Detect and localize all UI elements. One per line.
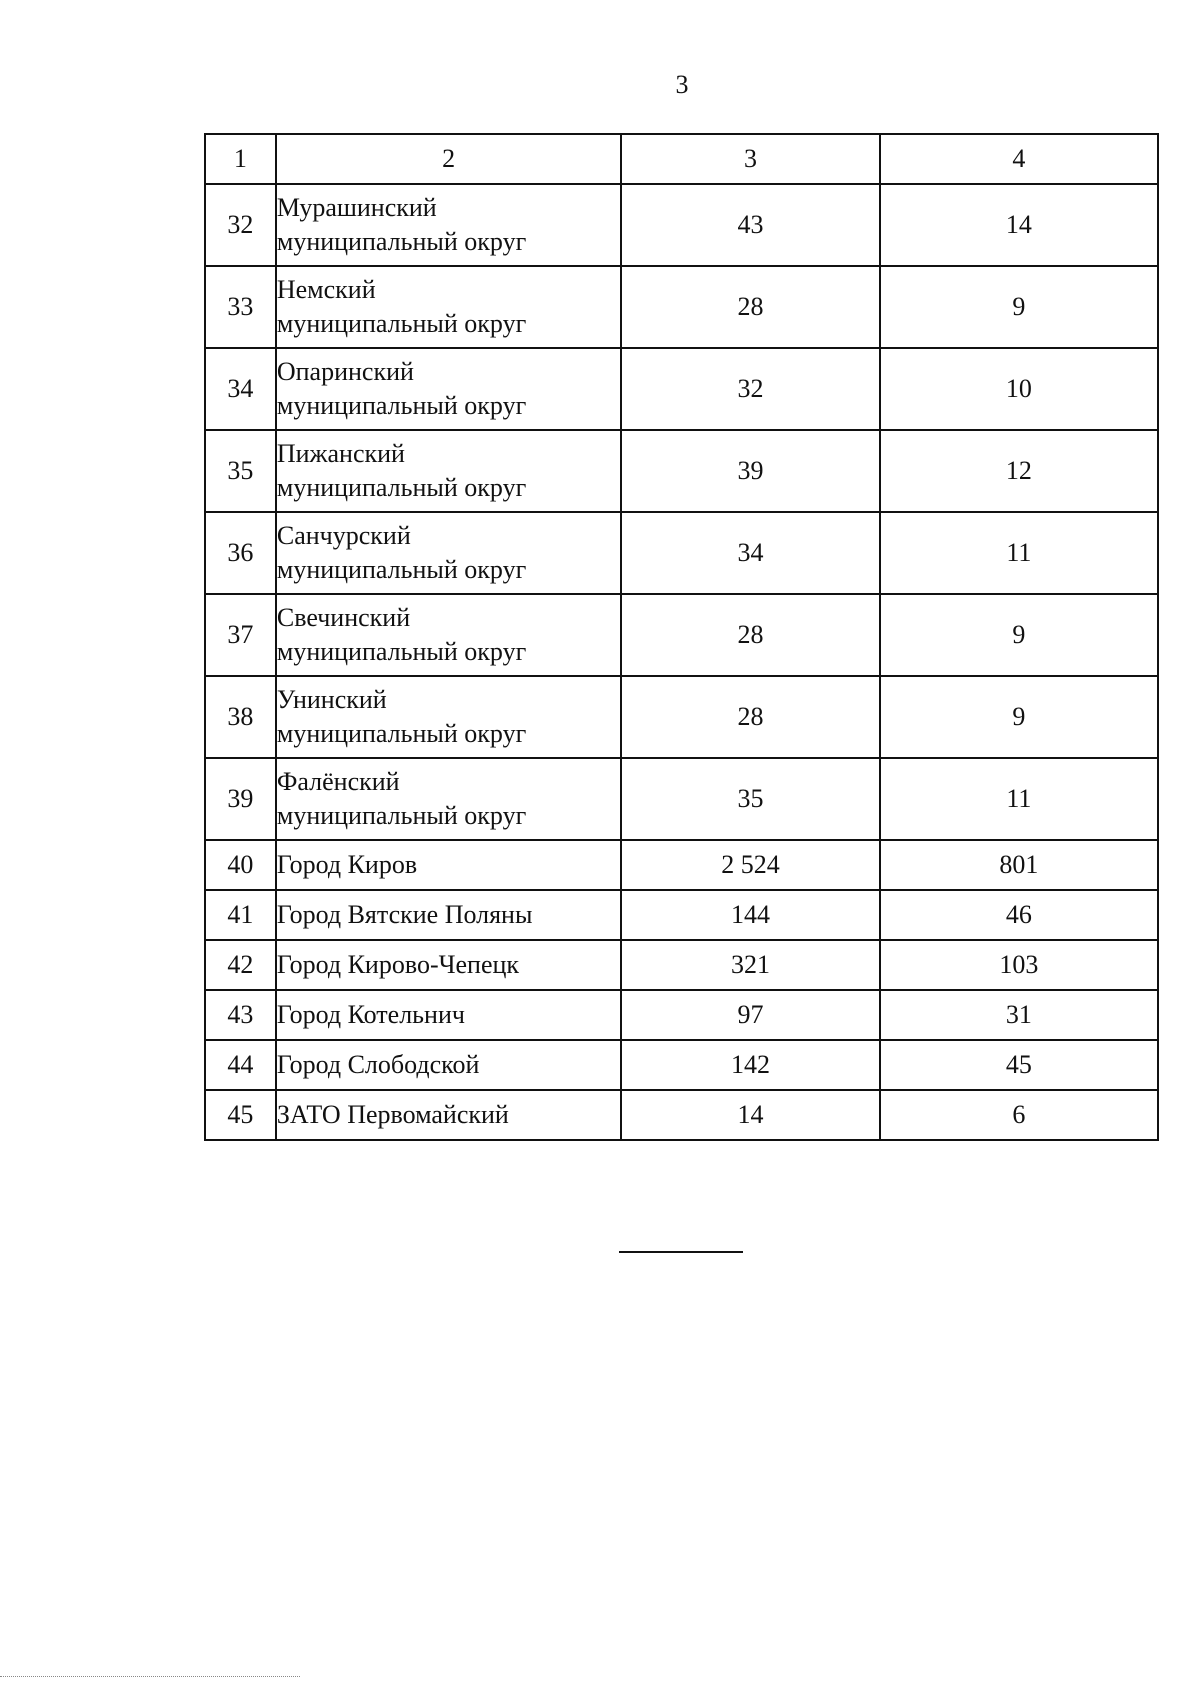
municipality-name — [276, 890, 622, 940]
municipality-name — [276, 676, 622, 758]
column-4-value: 11 — [880, 512, 1158, 594]
end-rule — [619, 1251, 743, 1253]
municipality-name-line: муниципальный округ — [276, 555, 527, 584]
column-header-3: 3 — [621, 134, 879, 184]
column-3-value: 43 — [621, 184, 879, 266]
municipality-name-line: муниципальный округ — [276, 801, 527, 830]
municipality-name-line: Город Киров — [276, 850, 418, 879]
row-number: 35 — [205, 430, 276, 512]
table-row — [205, 940, 1158, 990]
column-header-4: 4 — [880, 134, 1158, 184]
column-4-value: 12 — [880, 430, 1158, 512]
table-row — [205, 1040, 1158, 1090]
municipality-name — [276, 840, 622, 890]
column-3-value: 144 — [621, 890, 879, 940]
column-4-value: 9 — [880, 676, 1158, 758]
municipality-name-line: Мурашинский — [276, 193, 437, 222]
table-body — [205, 184, 1158, 1140]
municipality-name-line: Унинский — [276, 685, 387, 714]
column-4-value: 6 — [880, 1090, 1158, 1140]
municipality-name-line: муниципальный округ — [276, 719, 527, 748]
municipality-name — [276, 512, 622, 594]
column-4-value: 801 — [880, 840, 1158, 890]
row-number: 41 — [205, 890, 276, 940]
column-3-value: 97 — [621, 990, 879, 1040]
table-header-row — [205, 134, 1158, 184]
column-3-value: 2 524 — [621, 840, 879, 890]
column-header-1: 1 — [205, 134, 276, 184]
row-number: 44 — [205, 1040, 276, 1090]
table-row — [205, 1090, 1158, 1140]
column-4-value: 10 — [880, 348, 1158, 430]
table-row — [205, 758, 1158, 840]
column-3-value: 321 — [621, 940, 879, 990]
municipality-name-line: Город Слободской — [276, 1050, 480, 1079]
scan-artifact — [0, 1676, 300, 1681]
column-4-value: 11 — [880, 758, 1158, 840]
table-row — [205, 676, 1158, 758]
column-3-value: 34 — [621, 512, 879, 594]
municipality-name — [276, 1090, 622, 1140]
municipality-name — [276, 348, 622, 430]
row-number: 33 — [205, 266, 276, 348]
column-4-value: 14 — [880, 184, 1158, 266]
column-3-value: 142 — [621, 1040, 879, 1090]
municipality-name-line: муниципальный округ — [276, 391, 527, 420]
municipality-name — [276, 1040, 622, 1090]
column-4-value: 46 — [880, 890, 1158, 940]
table-row — [205, 840, 1158, 890]
column-4-value: 9 — [880, 594, 1158, 676]
table-row — [205, 266, 1158, 348]
row-number: 43 — [205, 990, 276, 1040]
municipality-name — [276, 266, 622, 348]
table-row — [205, 430, 1158, 512]
data-table — [204, 133, 1159, 1141]
municipality-name-line: Пижанский — [276, 439, 405, 468]
row-number: 38 — [205, 676, 276, 758]
table-row — [205, 890, 1158, 940]
municipality-name-line: Свечинский — [276, 603, 411, 632]
column-4-value: 31 — [880, 990, 1158, 1040]
municipality-name-line: Город Кирово-Чепецк — [276, 950, 520, 979]
municipality-name — [276, 594, 622, 676]
municipality-name — [276, 758, 622, 840]
municipality-name-line: муниципальный округ — [276, 637, 527, 666]
column-3-value: 39 — [621, 430, 879, 512]
column-3-value: 32 — [621, 348, 879, 430]
row-number: 42 — [205, 940, 276, 990]
row-number: 36 — [205, 512, 276, 594]
municipality-name — [276, 990, 622, 1040]
municipality-name — [276, 430, 622, 512]
row-number: 32 — [205, 184, 276, 266]
column-4-value: 45 — [880, 1040, 1158, 1090]
municipality-name-line: Фалёнский — [276, 767, 400, 796]
municipality-name-line: Немский — [276, 275, 376, 304]
column-4-value: 103 — [880, 940, 1158, 990]
municipality-name-line: Город Котельнич — [276, 1000, 465, 1029]
municipality-name-line: Город Вятские Поляны — [276, 900, 533, 929]
municipality-name-line: муниципальный округ — [276, 227, 527, 256]
table-row — [205, 594, 1158, 676]
row-number: 45 — [205, 1090, 276, 1140]
municipality-name-line: Санчурский — [276, 521, 411, 550]
column-3-value: 28 — [621, 594, 879, 676]
column-header-2: 2 — [276, 134, 622, 184]
row-number: 34 — [205, 348, 276, 430]
page-number: 3 — [675, 70, 689, 99]
column-3-value: 14 — [621, 1090, 879, 1140]
row-number: 40 — [205, 840, 276, 890]
table-row — [205, 512, 1158, 594]
row-number: 39 — [205, 758, 276, 840]
municipality-name — [276, 940, 622, 990]
column-3-value: 35 — [621, 758, 879, 840]
municipality-name-line: муниципальный округ — [276, 473, 527, 502]
table-row — [205, 990, 1158, 1040]
column-4-value: 9 — [880, 266, 1158, 348]
column-3-value: 28 — [621, 266, 879, 348]
row-number: 37 — [205, 594, 276, 676]
municipality-name-line: ЗАТО Первомайский — [276, 1100, 509, 1129]
table-row — [205, 184, 1158, 266]
municipality-name-line: муниципальный округ — [276, 309, 527, 338]
municipality-name — [276, 184, 622, 266]
municipality-name-line: Опаринский — [276, 357, 414, 386]
column-3-value: 28 — [621, 676, 879, 758]
table-row — [205, 348, 1158, 430]
